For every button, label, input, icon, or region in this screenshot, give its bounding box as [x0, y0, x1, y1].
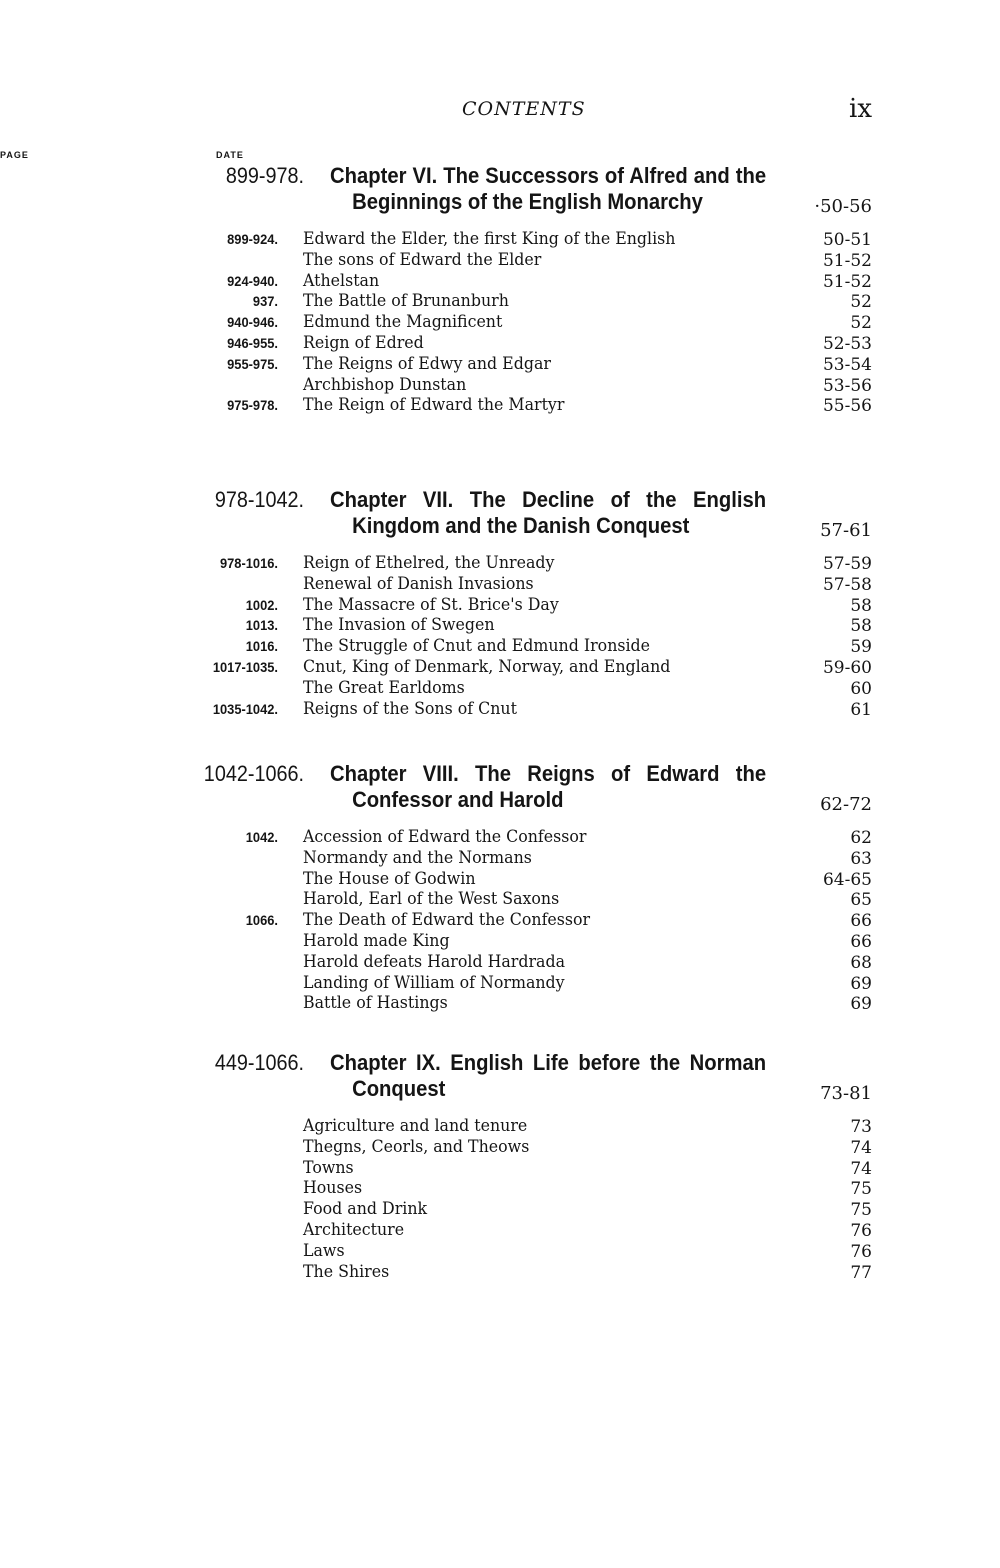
entry-page: 55-56	[822, 396, 872, 417]
entry-page: 53-54	[822, 354, 872, 375]
list-item	[0, 889, 1000, 910]
page-number: ix	[849, 94, 872, 124]
entry-page: 52	[850, 292, 872, 313]
entry-page: 69	[850, 994, 872, 1015]
entry-title: Houses	[303, 1178, 363, 1199]
list-item	[0, 553, 1000, 574]
entry-page: 53-56	[822, 375, 872, 396]
entry-date: 955-975.	[227, 355, 278, 372]
entry-page: 76	[850, 1241, 872, 1262]
running-title: CONTENTS	[462, 98, 586, 120]
chapter-date: 1042-1066.	[203, 761, 304, 786]
entry-date: 946-955.	[227, 334, 278, 351]
running-head	[0, 94, 1000, 128]
entry-title: Renewal of Danish Invasions	[303, 573, 534, 594]
entry-date: 1066.	[245, 912, 278, 929]
entry-page: 74	[850, 1137, 872, 1158]
entry-title: Cnut, King of Denmark, Norway, and England	[303, 656, 671, 677]
entry-title: Archbishop Dunstan	[303, 374, 467, 395]
entry-page: 59-60	[822, 657, 872, 678]
entry-date: 1002.	[245, 596, 278, 613]
entry-page: 57-58	[822, 574, 872, 595]
chapter-heading	[0, 761, 1000, 813]
list-item	[0, 657, 1000, 678]
entry-title: Edward the Elder, the first King of the English	[303, 229, 676, 249]
list-item	[0, 1178, 1000, 1199]
entry-page: 60	[850, 678, 872, 699]
list-item	[0, 312, 1000, 333]
entry-page: 50-51	[822, 230, 872, 250]
chapter-block	[0, 1050, 1000, 1282]
entry-title: The Shires	[303, 1261, 390, 1282]
entry-page: 52	[850, 313, 872, 334]
list-item	[0, 1220, 1000, 1241]
list-item	[0, 973, 1000, 994]
list-item	[0, 1241, 1000, 1262]
entry-page: 57-59	[822, 554, 872, 574]
list-item	[0, 910, 1000, 931]
chapter-heading	[0, 1050, 1000, 1102]
chapter-pages: 62-72	[820, 794, 872, 815]
entry-page: 63	[850, 848, 872, 869]
list-item	[0, 250, 1000, 271]
entry-title: Reign of Ethelred, the Unready	[303, 553, 555, 573]
entry-date: 1017-1035.	[212, 658, 278, 675]
chapter-date: 978-1042.	[214, 487, 304, 512]
chapter-block	[0, 487, 1000, 719]
entry-title: Athelstan	[303, 270, 380, 291]
entry-page: 58	[850, 595, 872, 616]
list-item	[0, 354, 1000, 375]
entry-page: 51-52	[822, 250, 872, 271]
entry-title: The House of Godwin	[303, 868, 476, 889]
entry-title: Accession of Edward the Confessor	[303, 827, 587, 847]
entry-page: 61	[850, 699, 872, 720]
chapter-date: 899-978.	[225, 163, 304, 188]
entry-date: 975-978.	[227, 397, 278, 414]
entry-title: Food and Drink	[303, 1199, 428, 1220]
entry-title: Towns	[303, 1157, 354, 1178]
chapter-title: Chapter VI. The Successors of Alfred and the Beginnings of the English Monarchy	[330, 163, 767, 214]
entry-page: 74	[850, 1158, 872, 1179]
list-item	[0, 229, 1000, 250]
entry-page: 65	[850, 890, 872, 911]
entry-title: The Reigns of Edwy and Edgar	[303, 353, 551, 374]
entry-title: The sons of Edward the Elder	[303, 249, 542, 270]
entry-title: Battle of Hastings	[303, 993, 448, 1014]
entry-page: 62	[850, 828, 872, 848]
list-item	[0, 615, 1000, 636]
entry-date: 899-924.	[227, 231, 278, 247]
page-column-label: PAGE	[0, 150, 29, 160]
list-item	[0, 636, 1000, 657]
entry-title: Harold defeats Harold Hardrada	[303, 951, 566, 972]
list-item	[0, 1158, 1000, 1179]
entry-date: 978-1016.	[219, 555, 278, 571]
chapter-block	[0, 761, 1000, 1014]
entry-page: 68	[850, 952, 872, 973]
entry-date: 1042.	[245, 829, 278, 845]
list-item	[0, 827, 1000, 848]
list-item	[0, 1116, 1000, 1137]
list-item	[0, 333, 1000, 354]
entry-date: 940-946.	[227, 314, 278, 331]
list-item	[0, 678, 1000, 699]
entry-list	[0, 229, 1000, 416]
list-item	[0, 1262, 1000, 1283]
entry-page: 73	[850, 1117, 872, 1137]
entry-date: 1035-1042.	[212, 700, 278, 717]
list-item	[0, 395, 1000, 416]
chapter-title: Chapter IX. English Life before the Norman Conquest	[330, 1050, 767, 1101]
entry-page: 58	[850, 616, 872, 637]
chapter-pages: 73-81	[820, 1083, 872, 1104]
entry-title: The Massacre of St. Brice's Day	[303, 594, 559, 615]
entry-title: Harold, Earl of the West Saxons	[303, 889, 560, 910]
entry-title: Harold made King	[303, 930, 450, 951]
list-item	[0, 595, 1000, 616]
entry-list	[0, 827, 1000, 1014]
entry-page: 59	[850, 637, 872, 658]
entry-title: Thegns, Ceorls, and Theows	[303, 1136, 530, 1157]
entry-title: The Reign of Edward the Martyr	[303, 395, 565, 416]
list-item	[0, 993, 1000, 1014]
entry-title: Architecture	[303, 1219, 405, 1240]
entry-date: 924-940.	[227, 272, 278, 289]
entry-page: 76	[850, 1220, 872, 1241]
list-item	[0, 931, 1000, 952]
entry-title: Laws	[303, 1240, 345, 1261]
chapter-pages: ·50-56	[814, 196, 872, 217]
entry-title: Normandy and the Normans	[303, 847, 532, 868]
entry-page: 51-52	[822, 271, 872, 292]
entry-date: 1013.	[245, 617, 278, 634]
chapter-title: Chapter VII. The Decline of the English Kingdom and the Danish Conquest	[330, 487, 767, 538]
entry-list	[0, 1116, 1000, 1282]
entry-page: 52-53	[822, 333, 872, 354]
entry-title: Reigns of the Sons of Cnut	[303, 698, 517, 719]
entry-date: 937.	[252, 293, 278, 310]
list-item	[0, 271, 1000, 292]
entry-list	[0, 553, 1000, 719]
entry-page: 75	[850, 1200, 872, 1221]
entry-title: Landing of William of Normandy	[303, 972, 565, 993]
entry-page: 77	[850, 1262, 872, 1283]
list-item	[0, 952, 1000, 973]
list-item	[0, 699, 1000, 720]
list-item	[0, 291, 1000, 312]
entry-page: 64-65	[822, 869, 872, 890]
entry-page: 66	[850, 931, 872, 952]
entry-page: 69	[850, 973, 872, 994]
entry-date: 1016.	[245, 638, 278, 655]
entry-title: Agriculture and land tenure	[303, 1116, 528, 1136]
list-item	[0, 1199, 1000, 1220]
entry-title: Edmund the Magnificent	[303, 312, 503, 333]
chapter-pages: 57-61	[820, 520, 872, 541]
chapter-block	[0, 163, 1000, 416]
chapter-heading	[0, 487, 1000, 539]
date-column-label: DATE	[216, 150, 244, 160]
entry-title: Reign of Edred	[303, 332, 424, 353]
entry-page: 75	[850, 1179, 872, 1200]
entry-title: The Battle of Brunanburh	[303, 291, 509, 312]
chapter-heading	[0, 163, 1000, 215]
list-item	[0, 574, 1000, 595]
list-item	[0, 869, 1000, 890]
entry-title: The Struggle of Cnut and Edmund Ironside	[303, 636, 651, 657]
entry-title: The Death of Edward the Confessor	[303, 910, 591, 931]
entry-page: 66	[850, 911, 872, 932]
entry-title: The Invasion of Swegen	[303, 615, 495, 636]
list-item	[0, 375, 1000, 396]
entry-title: The Great Earldoms	[303, 677, 465, 698]
list-item	[0, 1137, 1000, 1158]
chapter-date: 449-1066.	[214, 1050, 304, 1075]
chapter-title: Chapter VIII. The Reigns of Edward the Confessor and Harold	[330, 761, 767, 812]
list-item	[0, 848, 1000, 869]
